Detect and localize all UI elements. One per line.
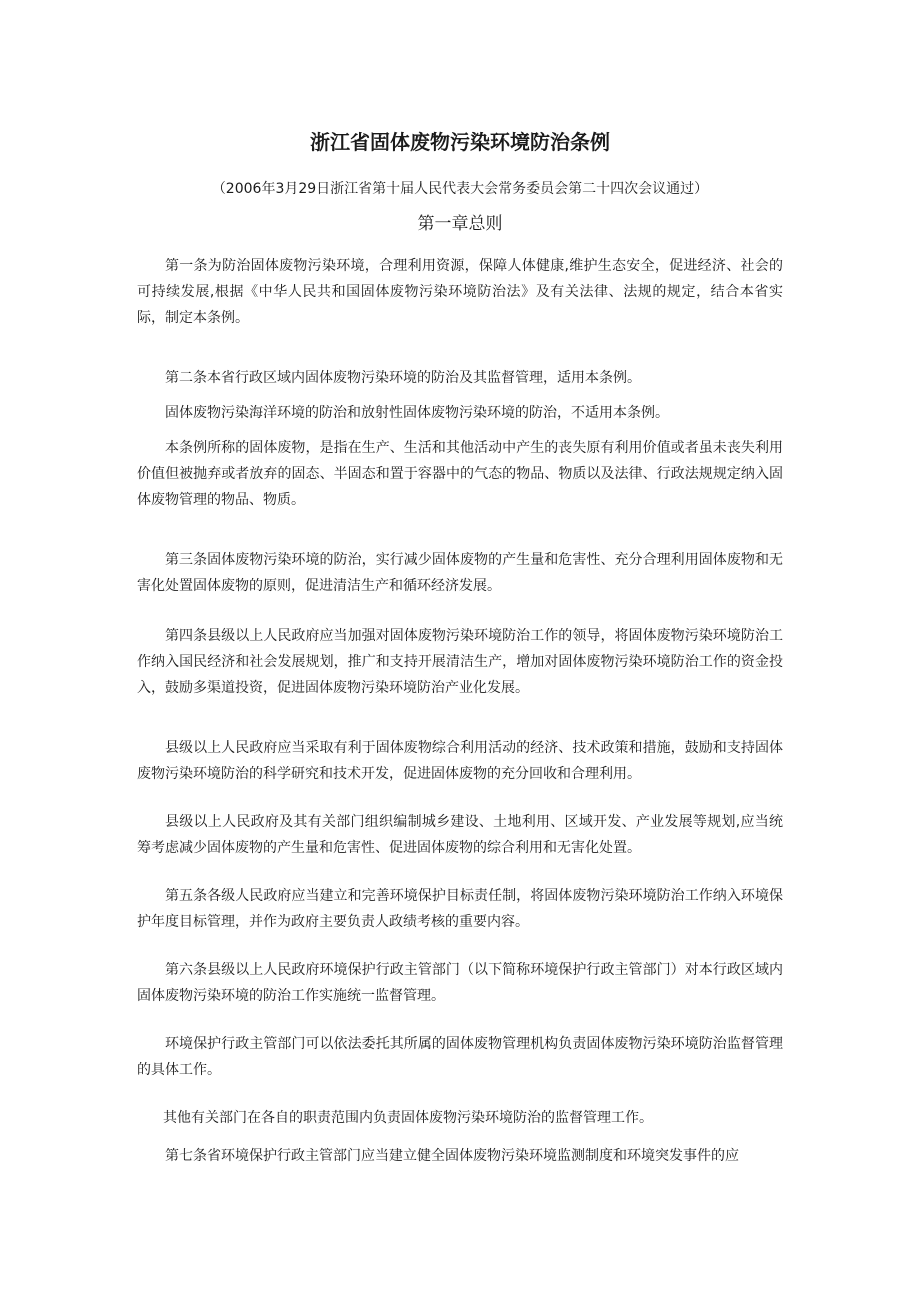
paragraph: 固体废物污染海洋环境的防治和放射性固体废物污染环境的防治，不适用本条例。 (165, 405, 669, 421)
paragraph-article-7: 第七条省环境保护行政主管部门应当建立健全固体废物污染环境监测制度和环境突发事件的应 (165, 1148, 739, 1164)
paragraph-article-2: 第二条本省行政区域内固体废物污染环境的防治及其监督管理，适用本条例。 (165, 370, 641, 386)
paragraph-article-6: 第六条县级以上人民政府环境保护行政主管部门（以下简称环境保护行政主管部门）对本行政区域内固体废物污染环境的防治工作实施统一监督管理。 (137, 962, 783, 1004)
paragraph: 环境保护行政主管部门可以依法委托其所属的固体废物管理机构负责固体废物污染环境防治监督管理的具体工作。 (137, 1036, 783, 1078)
paragraph: 县级以上人民政府及其有关部门组织编制城乡建设、土地利用、区域开发、产业发展等规划,应当统筹考虑减少固体废物的产生量和危害性、促进固体废物的综合利用和无害化处置。 (137, 814, 783, 856)
document-title: 浙江省固体废物污染环境防治条例 (310, 130, 610, 154)
paragraph-article-3: 第三条固体废物污染环境的防治，实行减少固体废物的产生量和危害性、充分合理利用固体废物和无害化处置固体废物的原则，促进清洁生产和循环经济发展。 (137, 552, 783, 594)
paragraph-article-4: 第四条县级以上人民政府应当加强对固体废物污染环境防治工作的领导，将固体废物污染环境防治工作纳入国民经济和社会发展规划，推广和支持开展清洁生产，增加对固体废物污染环境防治工作的资金投入，鼓励多渠道投资，促进固体废物污染环境防治产业化发展。 (137, 628, 783, 696)
document-subtitle: （2006年3月29日浙江省第十届人民代表大会常务委员会第二十四次会议通过） (211, 181, 709, 197)
paragraph: 本条例所称的固体废物，是指在生产、生活和其他活动中产生的丧失原有利用价值或者虽未丧失利用价值但被抛弃或者放弃的固态、半固态和置于容器中的气态的物品、物质以及法律、行政法规规定纳入固体废物管理的物品、物质。 (137, 440, 783, 508)
paragraph-article-5: 第五条各级人民政府应当建立和完善环境保护目标责任制，将固体废物污染环境防治工作纳入环境保护年度目标管理，并作为政府主要负责人政绩考核的重要内容。 (137, 888, 783, 930)
chapter-heading: 第一章总则 (417, 214, 503, 234)
paragraph: 其他有关部门在各自的职责范围内负责固体废物污染环境防治的监督管理工作。 (163, 1110, 653, 1126)
paragraph: 县级以上人民政府应当采取有利于固体废物综合利用活动的经济、技术政策和措施，鼓励和支持固体废物污染环境防治的科学研究和技术开发，促进固体废物的充分回收和合理利用。 (137, 740, 783, 782)
paragraph-article-1: 第一条为防治固体废物污染环境，合理利用资源，保障人体健康,维护生态安全，促进经济、社会的可持续发展,根据《中华人民共和国固体废物污染环境防治法》及有关法律、法规的规定，结合本省实际，制定本条例。 (137, 258, 783, 326)
